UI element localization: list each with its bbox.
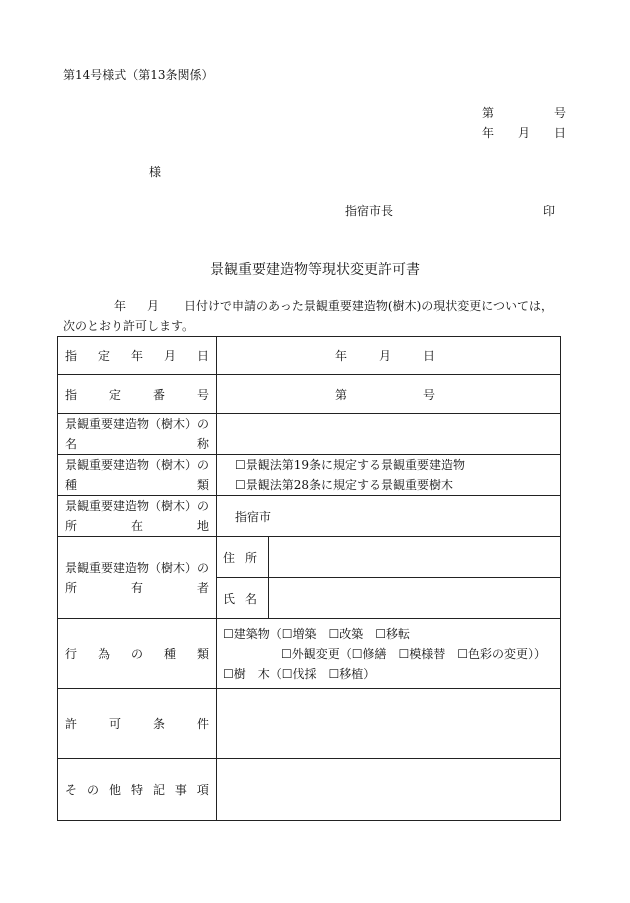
doc-no-suffix: 号 [553, 106, 566, 120]
row-owner-address [58, 537, 561, 578]
row-designation-number [58, 375, 561, 414]
row-location [58, 496, 561, 537]
permit-form-table [57, 336, 561, 821]
document-number [482, 104, 566, 121]
intro-year: 年 [114, 299, 127, 313]
issuer-name: 指宿市長 [345, 204, 394, 218]
intro-month: 月 [147, 299, 160, 313]
conditions-field[interactable] [217, 689, 561, 759]
act-type-label: 行 為 の 種 類 [58, 619, 217, 689]
issue-date [482, 124, 566, 141]
owner-address-field[interactable] [269, 537, 561, 578]
document-title: 景観重要建造物等現状変更許可書 [210, 262, 420, 278]
row-name [58, 414, 561, 455]
doc-no-prefix: 第 [482, 106, 495, 120]
act-option-tree[interactable]: ☐樹 木（☐伐採 ☐移植） [223, 666, 376, 681]
row-act-type [58, 619, 561, 689]
type-options [217, 455, 561, 496]
date-year: 年 [482, 126, 495, 140]
owner-label: 景観重要建造物（樹木）の 所 有 者 [58, 537, 217, 619]
form-number: 第14号様式（第13条関係） [63, 68, 214, 82]
act-option-exterior[interactable]: ☐外観変更（☐修繕 ☐模様替 ☐色彩の変更）） [281, 646, 547, 661]
row-other [58, 759, 561, 821]
date-month: 月 [517, 126, 530, 140]
conditions-label: 許 可 条 件 [58, 689, 217, 759]
act-type-options [217, 619, 561, 689]
date-day: 日 [553, 126, 566, 140]
addressee-suffix: 様 [149, 165, 162, 179]
seal-mark: 印 [543, 204, 556, 218]
location-value: 指宿市 [235, 509, 272, 524]
type-option-building[interactable]: ☐景観法第19条に規定する景観重要建造物 [235, 458, 466, 472]
row-conditions [58, 689, 561, 759]
type-option-tree[interactable]: ☐景観法第28条に規定する景観重要樹木 [235, 478, 454, 492]
owner-name-label: 氏 名 [217, 578, 269, 619]
name-label: 景観重要建造物（樹木）の 名 称 [58, 414, 217, 455]
act-option-building[interactable]: ☐建築物（☐増築 ☐改築 ☐移転 [223, 626, 411, 641]
name-field[interactable] [217, 414, 561, 455]
row-type [58, 455, 561, 496]
designation-date-label: 指 定 年 月 日 [58, 337, 217, 375]
designation-number-label: 指 定 番 号 [58, 375, 217, 414]
location-label: 景観重要建造物（樹木）の 所 在 地 [58, 496, 217, 537]
type-label: 景観重要建造物（樹木）の 種 類 [58, 455, 217, 496]
designation-number-field[interactable]: 第 号 [217, 375, 561, 414]
location-field[interactable] [217, 496, 561, 537]
intro-line2: 次のとおり許可します。 [63, 319, 195, 333]
owner-address-label: 住 所 [217, 537, 269, 578]
other-label: そ の 他 特 記 事 項 [58, 759, 217, 821]
row-designation-date [58, 337, 561, 375]
intro-line1: 日付けで申請のあった景観重要建造物(樹木)の現状変更については， [184, 299, 554, 313]
other-field[interactable] [217, 759, 561, 821]
owner-name-field[interactable] [269, 578, 561, 619]
designation-date-field[interactable]: 年 月 日 [217, 337, 561, 375]
